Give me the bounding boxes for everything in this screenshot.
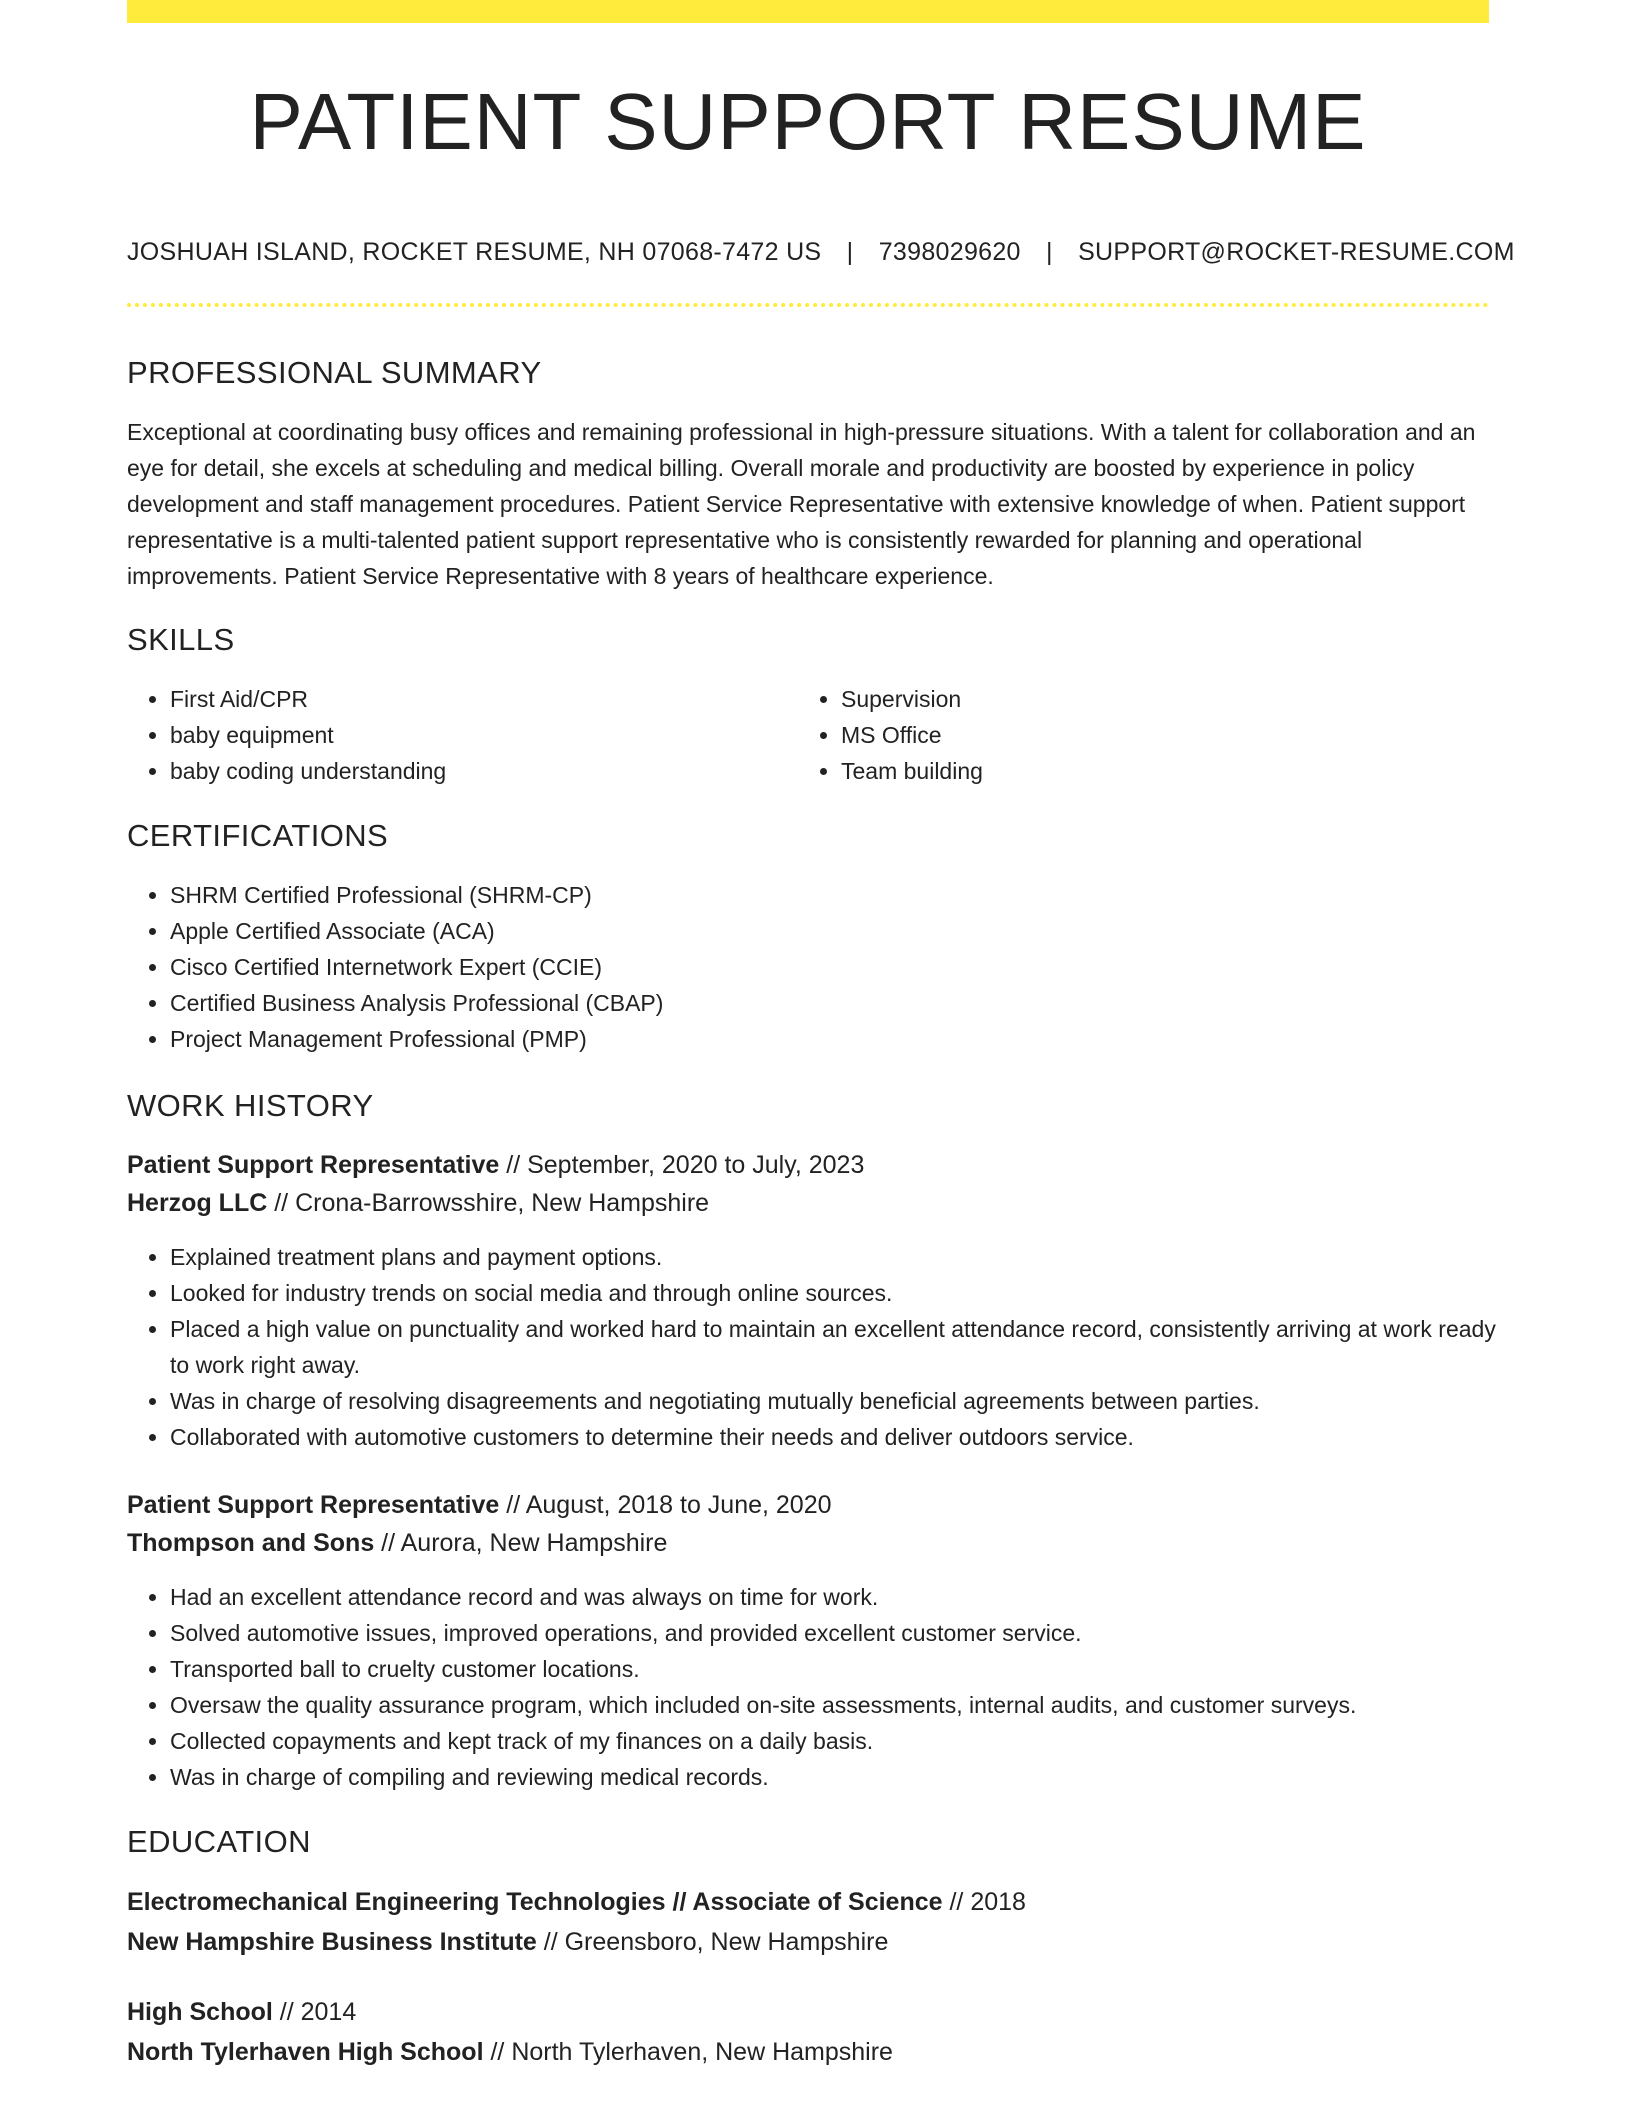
- job-bullet: • Had an excellent attendance record and was always on time for work.: [170, 1579, 1510, 1615]
- job-title: Patient Support Representative: [127, 1491, 500, 1519]
- job-bullet: • Oversaw the quality assurance program, which included on-site assessments, internal audits, and customer surveys.: [170, 1687, 1510, 1723]
- job-bullet: • Was in charge of resolving disagreements and negotiating mutually beneficial agreements between parties.: [170, 1383, 1510, 1419]
- education-school: New Hampshire Business Institute: [127, 1928, 537, 1956]
- education-location: // Greensboro, New Hampshire: [536, 1928, 889, 1956]
- job-bullet: • Solved automotive issues, improved operations, and provided excellent customer service.: [170, 1615, 1510, 1651]
- skill-item: • MS Office: [841, 717, 1441, 753]
- resume-title: PATIENT SUPPORT RESUME: [249, 77, 1367, 166]
- education-heading: EDUCATION: [127, 1824, 311, 1859]
- skills-heading: SKILLS: [127, 622, 235, 657]
- contact-separator: |: [846, 238, 854, 266]
- education-degree: Electromechanical Engineering Technologies // Associate of Science: [127, 1888, 943, 1916]
- job-dates: // September, 2020 to July, 2023: [499, 1151, 865, 1179]
- skill-item: • Team building: [841, 753, 1441, 789]
- work-history-heading: WORK HISTORY: [127, 1088, 374, 1123]
- certification-item: • Project Management Professional (PMP): [170, 1021, 1490, 1057]
- contact-email: SUPPORT@ROCKET-RESUME.COM: [1078, 238, 1515, 266]
- job-company-line: [127, 1184, 709, 1222]
- certification-item: • SHRM Certified Professional (SHRM-CP): [170, 877, 1490, 913]
- certification-item: • Certified Business Analysis Professional (CBAP): [170, 985, 1490, 1021]
- summary-heading: PROFESSIONAL SUMMARY: [127, 355, 542, 390]
- top-accent-bar: [127, 0, 1489, 23]
- contact-phone: 7398029620: [878, 238, 1021, 266]
- job-bullets: [127, 1239, 1510, 1455]
- education-degree-line: [127, 1993, 356, 2031]
- job-location: // Aurora, New Hampshire: [374, 1529, 668, 1557]
- job-bullets: [127, 1579, 1510, 1795]
- certification-item: • Apple Certified Associate (ACA): [170, 913, 1490, 949]
- skill-item: • baby coding understanding: [170, 753, 790, 789]
- job-bullet: • Was in charge of compiling and reviewing medical records.: [170, 1759, 1510, 1795]
- job-company: Herzog LLC: [127, 1189, 268, 1217]
- job-title-line: [127, 1486, 832, 1524]
- certification-item: • Cisco Certified Internetwork Expert (CCIE): [170, 949, 1490, 985]
- dotted-divider: [127, 303, 1489, 307]
- job-dates: // August, 2018 to June, 2020: [499, 1491, 832, 1519]
- skills-list-left: [127, 681, 790, 789]
- skill-item: • baby equipment: [170, 717, 790, 753]
- certifications-list: [127, 877, 1490, 1057]
- education-school-line: [127, 2033, 893, 2071]
- education-school-line: [127, 1923, 888, 1961]
- skill-item: • First Aid/CPR: [170, 681, 790, 717]
- education-year: // 2018: [942, 1888, 1026, 1916]
- summary-text: Exceptional at coordinating busy offices and remaining professional in high-pressure situations. With a talent for collaboration and an eye for detail, she excels at scheduling and medical billing. Overall morale and productivity are boosted by experience in policy development and staff management procedures. Patient Service Representative with extensive knowledge of when. Patient support representative is a multi-talented patient support representative who is consistently rewarded for planning and operational improvements. Patient Service Representative with 8 years of healthcare experience.: [127, 419, 1476, 589]
- skill-item: • Supervision: [841, 681, 1441, 717]
- certifications-heading: CERTIFICATIONS: [127, 818, 389, 853]
- job-bullet: • Looked for industry trends on social media and through online sources.: [170, 1275, 1510, 1311]
- job-company-line: [127, 1524, 667, 1562]
- job-bullet: • Transported ball to cruelty customer locations.: [170, 1651, 1510, 1687]
- education-degree: High School: [127, 1998, 273, 2026]
- job-bullet: • Collected copayments and kept track of my finances on a daily basis.: [170, 1723, 1510, 1759]
- job-company: Thompson and Sons: [127, 1529, 375, 1557]
- education-school: North Tylerhaven High School: [127, 2038, 484, 2066]
- contact-line: [127, 238, 1515, 267]
- skills-list-right: [798, 681, 1441, 789]
- education-year: // 2014: [272, 1998, 357, 2026]
- job-location: // Crona-Barrowsshire, New Hampshire: [267, 1189, 710, 1217]
- job-bullet: • Collaborated with automotive customers to determine their needs and deliver outdoors service.: [170, 1419, 1510, 1455]
- resume-page: [127, 0, 1515, 2066]
- job-title-line: [127, 1146, 864, 1184]
- education-degree-line: [127, 1883, 1026, 1921]
- job-title: Patient Support Representative: [127, 1151, 500, 1179]
- job-bullet: • Explained treatment plans and payment options.: [170, 1239, 1510, 1275]
- job-bullet: • Placed a high value on punctuality and worked hard to maintain an excellent attendance record, consistently arriving at work ready to work right away.: [170, 1311, 1510, 1383]
- contact-separator: |: [1046, 238, 1053, 266]
- contact-address: JOSHUAH ISLAND, ROCKET RESUME, NH 07068-7472 US: [127, 238, 822, 266]
- education-location: // North Tylerhaven, New Hampshire: [483, 2038, 893, 2066]
